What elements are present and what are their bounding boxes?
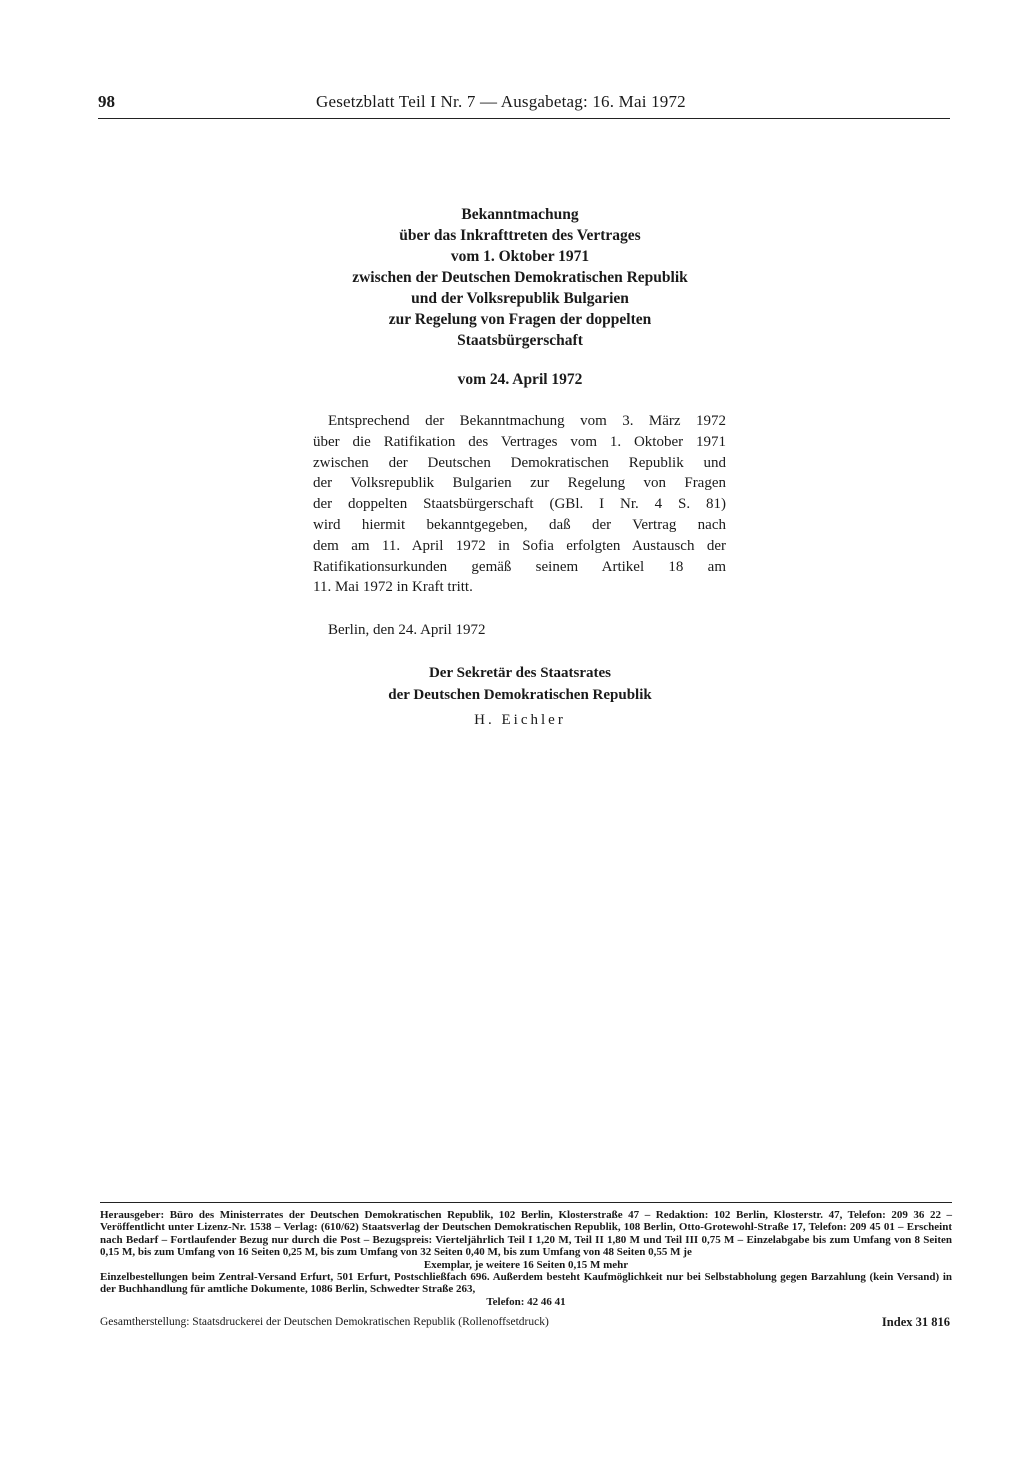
- printer-line: Gesamtherstellung: Staatsdruckerei der Deutschen Demokratischen Republik (Rollenoffsetdruck): [100, 1316, 549, 1329]
- body-line: der Volksrepublik Bulgarien zur Regelung von Fragen: [313, 475, 726, 492]
- running-title: Gesetzblatt Teil I Nr. 7 — Ausgabetag: 16. Mai 1972: [316, 92, 686, 111]
- announcement-body: [313, 411, 726, 598]
- body-line: zwischen der Deutschen Demokratischen Republik und: [313, 454, 726, 471]
- signature-block: [300, 662, 740, 706]
- place-and-date: Berlin, den 24. April 1972: [328, 622, 486, 638]
- body-line: wird hiermit bekanntgegeben, daß der Vertrag nach: [313, 516, 726, 533]
- imprint-orders: Einzelbestellungen beim Zentral-Versand Erfurt, 501 Erfurt, Postschließfach 696. Außerdem besteht Kaufmöglichkeit nur bei Selbstabholung gegen Barzahlung (kein Versand) in der Buchhandlung für amtliche Dokumente, 1086 Berlin, Schwedter Straße 263,: [100, 1271, 952, 1296]
- title-line: zur Regelung von Fragen der doppelten: [388, 311, 652, 328]
- title-line: Staatsbürgerschaft: [457, 332, 583, 349]
- imprint: [100, 1202, 952, 1330]
- imprint-orders-end: Telefon: 42 46 41: [486, 1295, 566, 1308]
- body-line: der doppelten Staatsbürgerschaft (GBl. I Nr. 4 S. 81): [313, 496, 726, 513]
- title-line: Bekanntmachung: [461, 206, 579, 223]
- announcement-title: [290, 204, 750, 351]
- title-line: zwischen der Deutschen Demokratischen Republik: [352, 269, 688, 286]
- announcement-date: vom 24. April 1972: [457, 371, 583, 388]
- body-line: über die Ratifikation des Vertrages vom 1. Oktober 1971: [313, 433, 726, 450]
- imprint-footer: [100, 1316, 952, 1330]
- title-line: und der Volksrepublik Bulgarien: [411, 290, 629, 307]
- signer-name: H. Eichler: [474, 712, 566, 728]
- body-line: Ratifikationsurkunden gemäß seinem Artikel 18 am: [313, 558, 726, 575]
- index-number: Index 31 816: [881, 1315, 950, 1330]
- title-line: vom 1. Oktober 1971: [450, 248, 590, 265]
- signatory-title: der Deutschen Demokratischen Republik: [388, 687, 652, 703]
- page-number: 98: [98, 92, 115, 111]
- imprint-publisher-end: Exemplar, je weitere 16 Seiten 0,15 M mehr: [423, 1258, 629, 1271]
- signatory-title: Der Sekretär des Staatsrates: [428, 665, 612, 681]
- body-line: 11. Mai 1972 in Kraft tritt.: [313, 579, 473, 596]
- imprint-publisher: Herausgeber: Büro des Ministerrates der Deutschen Demokratischen Republik, 102 Berlin, Klosterstraße 47 – Redaktion: 102 Berlin, Klosterstr. 47, Telefon: 209 36 22 – Veröffentlicht unter Lizenz-Nr. 1538 – Verlag: (610/62) Staatsverlag der Deutschen Demokratischen Republik, 108 Berlin, Otto-Grotewohl-Straße 17, Telefon: 209 45 01 – Erscheint nach Bedarf – Fortlaufender Bezug nur durch die Post – Bezugspreis: Vierteljährlich Teil I 1,20 M, Teil II 1,80 M und Teil III 0,75 M – Einzelabgabe bis zum Umfang von 8 Seiten 0,15 M, bis zum Umfang von 16 Seiten 0,25 M, bis zum Umfang von 32 Seiten 0,40 M, bis zum Umfang von 48 Seiten 0,55 M je: [100, 1209, 952, 1259]
- title-line: über das Inkrafttreten des Vertrages: [399, 227, 641, 244]
- body-line: dem am 11. April 1972 in Sofia erfolgten Austausch der: [313, 537, 726, 554]
- running-header: [98, 90, 950, 119]
- body-line: Entsprechend der Bekanntmachung vom 3. März 1972: [328, 413, 726, 429]
